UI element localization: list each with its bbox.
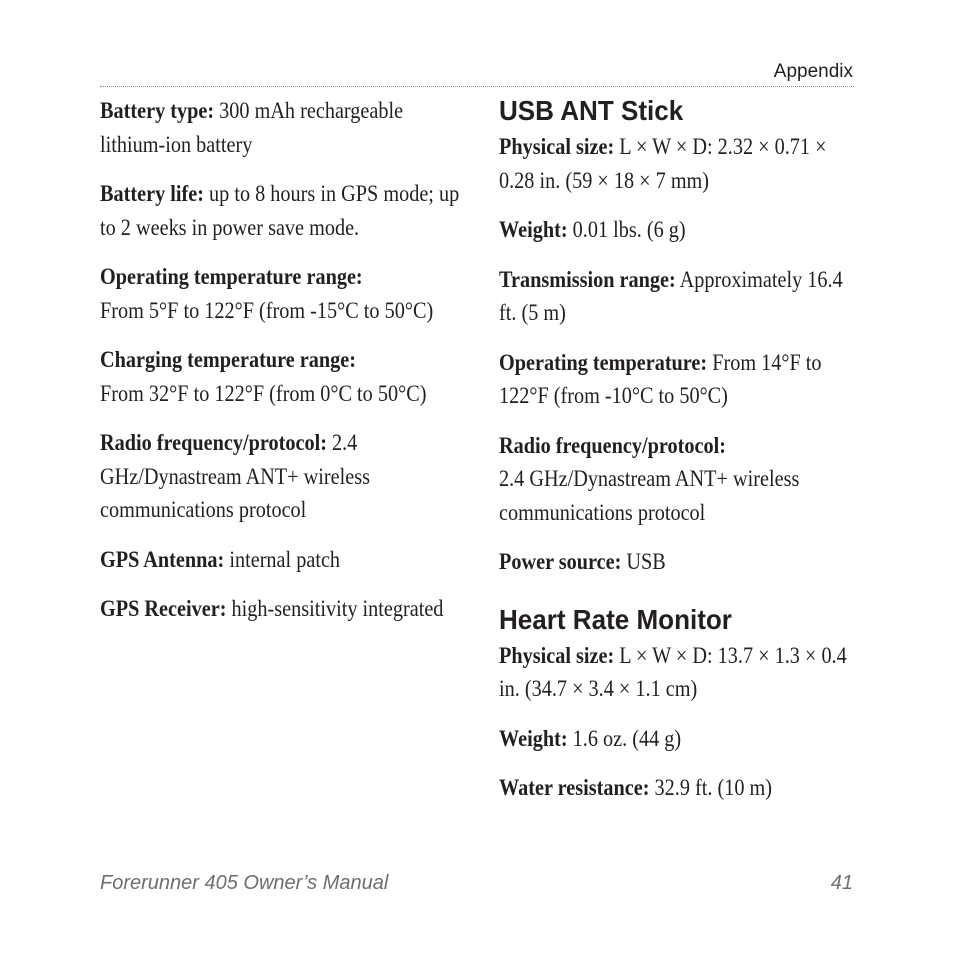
spec-value: up to 8 hours in GPS mode; up to 2 weeks in power save mode. xyxy=(100,181,460,240)
spec-label: Physical size: xyxy=(499,134,615,159)
spec-value: L × W × D: 13.7 × 1.3 × 0.4 in. (34.7 × 3.4 × 1.1 cm) xyxy=(499,642,847,701)
spec-radio-frequency xyxy=(100,426,473,527)
spec-label: Battery life: xyxy=(100,181,204,206)
spec-usb-physical-size xyxy=(499,130,862,197)
footer-page-number: 41 xyxy=(830,872,853,894)
spec-hrm-water-resistance xyxy=(499,771,862,805)
spec-charging-temperature-range xyxy=(100,343,473,410)
spec-label: Charging temperature range: xyxy=(100,347,356,372)
spec-label: Transmission range: xyxy=(499,266,676,292)
left-column xyxy=(100,94,472,642)
spec-operating-temperature-range xyxy=(100,260,473,327)
spec-label: Operating temperature range: xyxy=(100,264,363,289)
spec-label: Battery type: xyxy=(100,98,215,123)
spec-value: 2.4 GHz/Dynastream ANT+ wireless communications protocol xyxy=(499,466,800,525)
spec-value: From 32°F to 122°F (from 0°C to 50°C) xyxy=(100,380,427,406)
spec-value: From 14°F to 122°F (from -10°C to 50°C) xyxy=(499,349,822,408)
spec-label: GPS Antenna: xyxy=(100,546,225,572)
spec-label: Water resistance: xyxy=(499,775,650,800)
spec-value: From 5°F to 122°F (from -15°C to 50°C) xyxy=(100,297,434,323)
section-label: Appendix xyxy=(773,61,853,82)
spec-value: high-sensitivity integrated xyxy=(226,596,444,621)
spec-label: Radio frequency/protocol: xyxy=(499,432,726,458)
spec-label: Physical size: xyxy=(499,642,615,668)
spec-battery-life xyxy=(100,177,473,244)
spec-usb-radio-frequency xyxy=(499,429,862,530)
spec-gps-antenna xyxy=(100,543,473,577)
spec-hrm-physical-size xyxy=(499,639,862,706)
spec-label: Operating temperature: xyxy=(499,349,708,375)
spec-label: GPS Receiver: xyxy=(100,596,227,621)
footer-manual-title: Forerunner 405 Owner’s Manual xyxy=(100,872,389,894)
spec-value: 1.6 oz. (44 g) xyxy=(567,725,682,751)
spec-gps-receiver xyxy=(100,592,473,626)
heart-rate-monitor-heading: Heart Rate Monitor xyxy=(499,603,732,635)
spec-label: Weight: xyxy=(499,217,568,242)
spec-value: 0.01 lbs. (6 g) xyxy=(567,217,686,242)
spec-value: Approximately 16.4 ft. (5 m) xyxy=(499,266,843,325)
spec-usb-transmission-range xyxy=(499,263,862,330)
spec-usb-weight xyxy=(499,213,862,247)
spec-label: Weight: xyxy=(499,725,568,751)
spec-value: 32.9 ft. (10 m) xyxy=(649,775,773,800)
spec-usb-operating-temperature xyxy=(499,346,862,413)
usb-ant-stick-heading: USB ANT Stick xyxy=(499,95,684,126)
spec-label: Power source: xyxy=(499,549,622,574)
spec-value: 300 mAh rechargeable lithium-ion battery xyxy=(100,98,404,157)
spec-value: internal patch xyxy=(224,546,341,572)
spec-battery-type xyxy=(100,94,473,161)
spec-value: USB xyxy=(621,549,666,574)
spec-value: 2.4 GHz/Dynastream ANT+ wireless communications protocol xyxy=(100,430,370,522)
spec-hrm-weight xyxy=(499,722,862,756)
header-divider xyxy=(100,86,854,87)
right-column xyxy=(499,94,861,821)
spec-usb-power-source xyxy=(499,545,862,579)
spec-label: Radio frequency/protocol: xyxy=(100,430,327,455)
spec-value: L × W × D: 2.32 × 0.71 × 0.28 in. (59 × 18 × 7 mm) xyxy=(499,134,827,193)
